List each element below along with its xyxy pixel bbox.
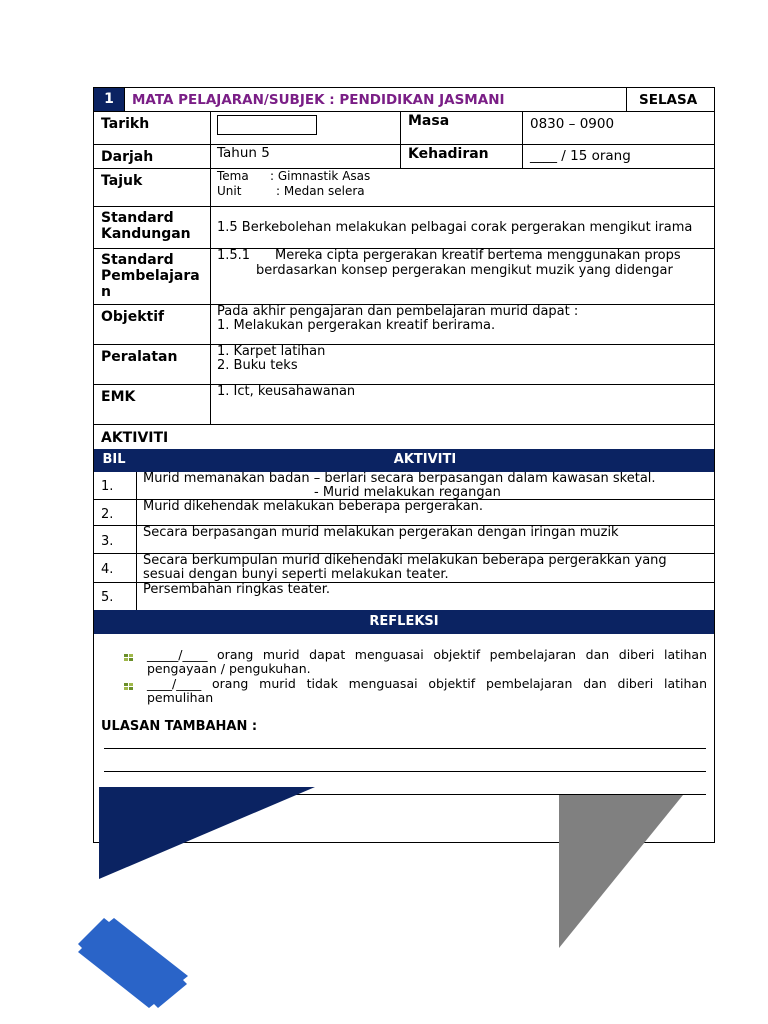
darjah-value: Tahun 5 [217,145,270,161]
aktiviti-label: AKTIVITI [101,430,169,446]
emk-label: EMK [101,389,136,405]
peralatan-item-1: 1. Karpet latihan [217,344,326,359]
activity-bil: 1. [101,479,114,494]
sp-line-1: Mereka cipta pergerakan kreatif bertema menggunakan props [275,248,681,263]
table-row [94,472,714,500]
bullet-icon [124,653,134,662]
refleksi-header: REFLEKSI [94,610,714,634]
peralatan-item-2: 2. Buku teks [217,358,298,373]
standard-kandungan-row [94,207,714,249]
darjah-label: Darjah [101,149,154,165]
emk-row [94,385,714,425]
objektif-row [94,305,714,345]
tema-value: : Gimnastik Asas [270,169,371,183]
activity-bil: 3. [101,534,114,549]
emk-item-1: 1. Ict, keusahawanan [217,384,356,399]
objektif-line-2: 1. Melakukan pergerakan kreatif berirama. [217,318,496,333]
sp-label-3: n [101,284,111,300]
table-row [94,554,714,583]
decor-gray-triangle [559,795,683,948]
standard-pembelajaran-row [94,249,714,305]
day-label: SELASA [639,92,698,108]
header-row [94,88,714,112]
sp-label-1: Standard [101,252,174,268]
objektif-label: Objektif [101,309,165,325]
tema-key: Tema [217,169,249,183]
table-row [94,500,714,526]
ulasan-line[interactable] [104,748,706,749]
ulasan-label: ULASAN TAMBAHAN : [101,719,258,734]
activity-text: Secara berpasangan murid melakukan pergerakan dengan iringan muzik [143,525,619,540]
sp-label-2: Pembelajara [101,268,200,284]
col-aktiviti: AKTIVITI [393,452,457,467]
tarikh-row [94,112,714,145]
decor-blue-tape [74,914,192,1012]
objektif-line-1: Pada akhir pengajaran dan pembelajaran murid dapat : [217,304,579,319]
unit-key: Unit [217,184,242,198]
activity-text: Persembahan ringkas teater. [143,582,331,597]
tajuk-label: Tajuk [101,173,143,189]
aktiviti-label-row [94,425,714,449]
activity-text: Murid memanakan badan – berlari secara berpasangan dalam kawasan sketal. [143,471,656,486]
lesson-number: 1 [94,88,124,111]
activity-header [94,449,714,472]
tarikh-input[interactable] [217,115,317,135]
peralatan-row [94,345,714,385]
activity-text: Secara berkumpulan murid dikehendaki melakukan beberapa pergerakkan yang [143,553,667,568]
table-row [94,526,714,554]
sp-line-2: berdasarkan konsep pergerakan mengikut muzik yang didengar [256,263,673,278]
col-bil: BIL [102,452,126,467]
unit-value: : Medan selera [276,184,365,198]
decor-navy-triangle [99,787,315,879]
ulasan-line[interactable] [104,771,706,772]
bullet-icon [124,682,134,691]
kehadiran-label: Kehadiran [408,146,489,162]
tarikh-label: Tarikh [101,116,150,132]
masa-label: Masa [408,113,450,129]
peralatan-label: Peralatan [101,349,178,365]
sp-number: 1.5.1 [217,248,251,263]
sk-label-1: Standard [101,210,174,226]
refleksi-item-2: ____/____ orang murid tidak menguasai objektif pembelajaran dan diberi latihan pemulihan [147,676,707,705]
table-row [94,583,714,610]
refleksi-item-1: _____/____ orang murid dapat menguasai objektif pembelajaran dan diberi latihan pengayaan / pengukuhan. [147,647,707,676]
tajuk-row [94,169,714,207]
activity-bil: 2. [101,507,114,522]
lesson-plan-table [93,87,715,843]
kehadiran-value: ____ / 15 orang [530,148,631,164]
darjah-row [94,145,714,169]
activity-bil: 4. [101,562,114,577]
activity-subtext: - Murid melakukan regangan [314,485,501,500]
masa-value: 0830 – 0900 [530,116,615,132]
sk-label-2: Kandungan [101,226,191,242]
subject-title: MATA PELAJARAN/SUBJEK : PENDIDIKAN JASMANI [132,92,505,108]
activity-text: Murid dikehendak melakukan beberapa pergerakan. [143,499,484,514]
activity-subtext: sesuai dengan bunyi seperti melakukan teater. [143,567,449,582]
sk-value: 1.5 Berkebolehan melakukan pelbagai corak pergerakan mengikut irama [217,220,693,235]
activity-bil: 5. [101,590,114,605]
